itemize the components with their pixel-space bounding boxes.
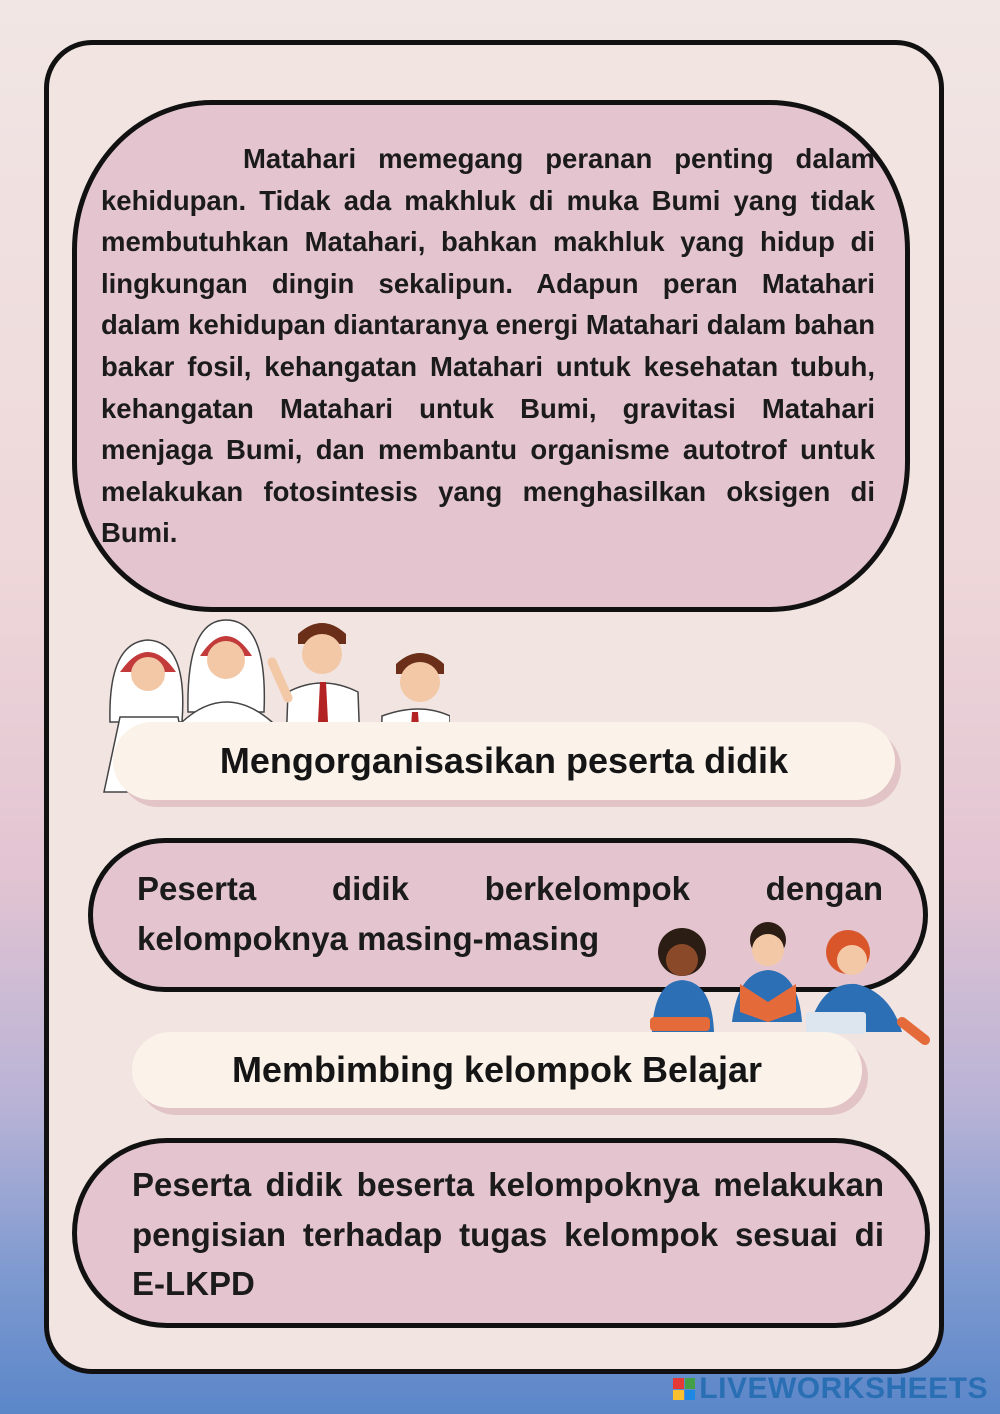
heading-guide-group	[132, 1032, 862, 1108]
watermark-text: LIVEWORKSHEETS	[699, 1372, 988, 1405]
heading-guide-group-label: Membimbing kelompok Belajar	[231, 1049, 763, 1090]
heading-organize-students-label: Mengorganisasikan peserta didik	[219, 740, 789, 781]
group-paragraph: Peserta didik berkelompok dengan kelompoknya masing-masing	[137, 870, 883, 957]
liveworksheets-logo	[673, 1372, 988, 1406]
heading-organize-students	[113, 722, 895, 800]
intro-paragraph: Matahari memegang peranan penting dalam kehidupan. Tidak ada makhluk di muka Bumi yang tidak membutuhkan Matahari, bahkan makhluk yang hidup di lingkungan dingin sekalipun. Adapun peran Matahari dalam kehidupan diantaranya energi Matahari dalam bahan bakar fosil, kehangatan Matahari untuk kesehatan tubuh, kehangatan Matahari untuk Bumi, gravitasi Matahari menjaga Bumi, dan membantu organisme autotrof untuk melakukan fotosintesis yang menghasilkan oksigen di Bumi.	[101, 143, 875, 549]
task-paragraph: Peserta didik beserta kelompoknya melakukan pengisian terhadap tugas kelompok sesuai di E-LKPD	[132, 1166, 884, 1302]
liveworksheets-logo-icon	[673, 1378, 695, 1400]
